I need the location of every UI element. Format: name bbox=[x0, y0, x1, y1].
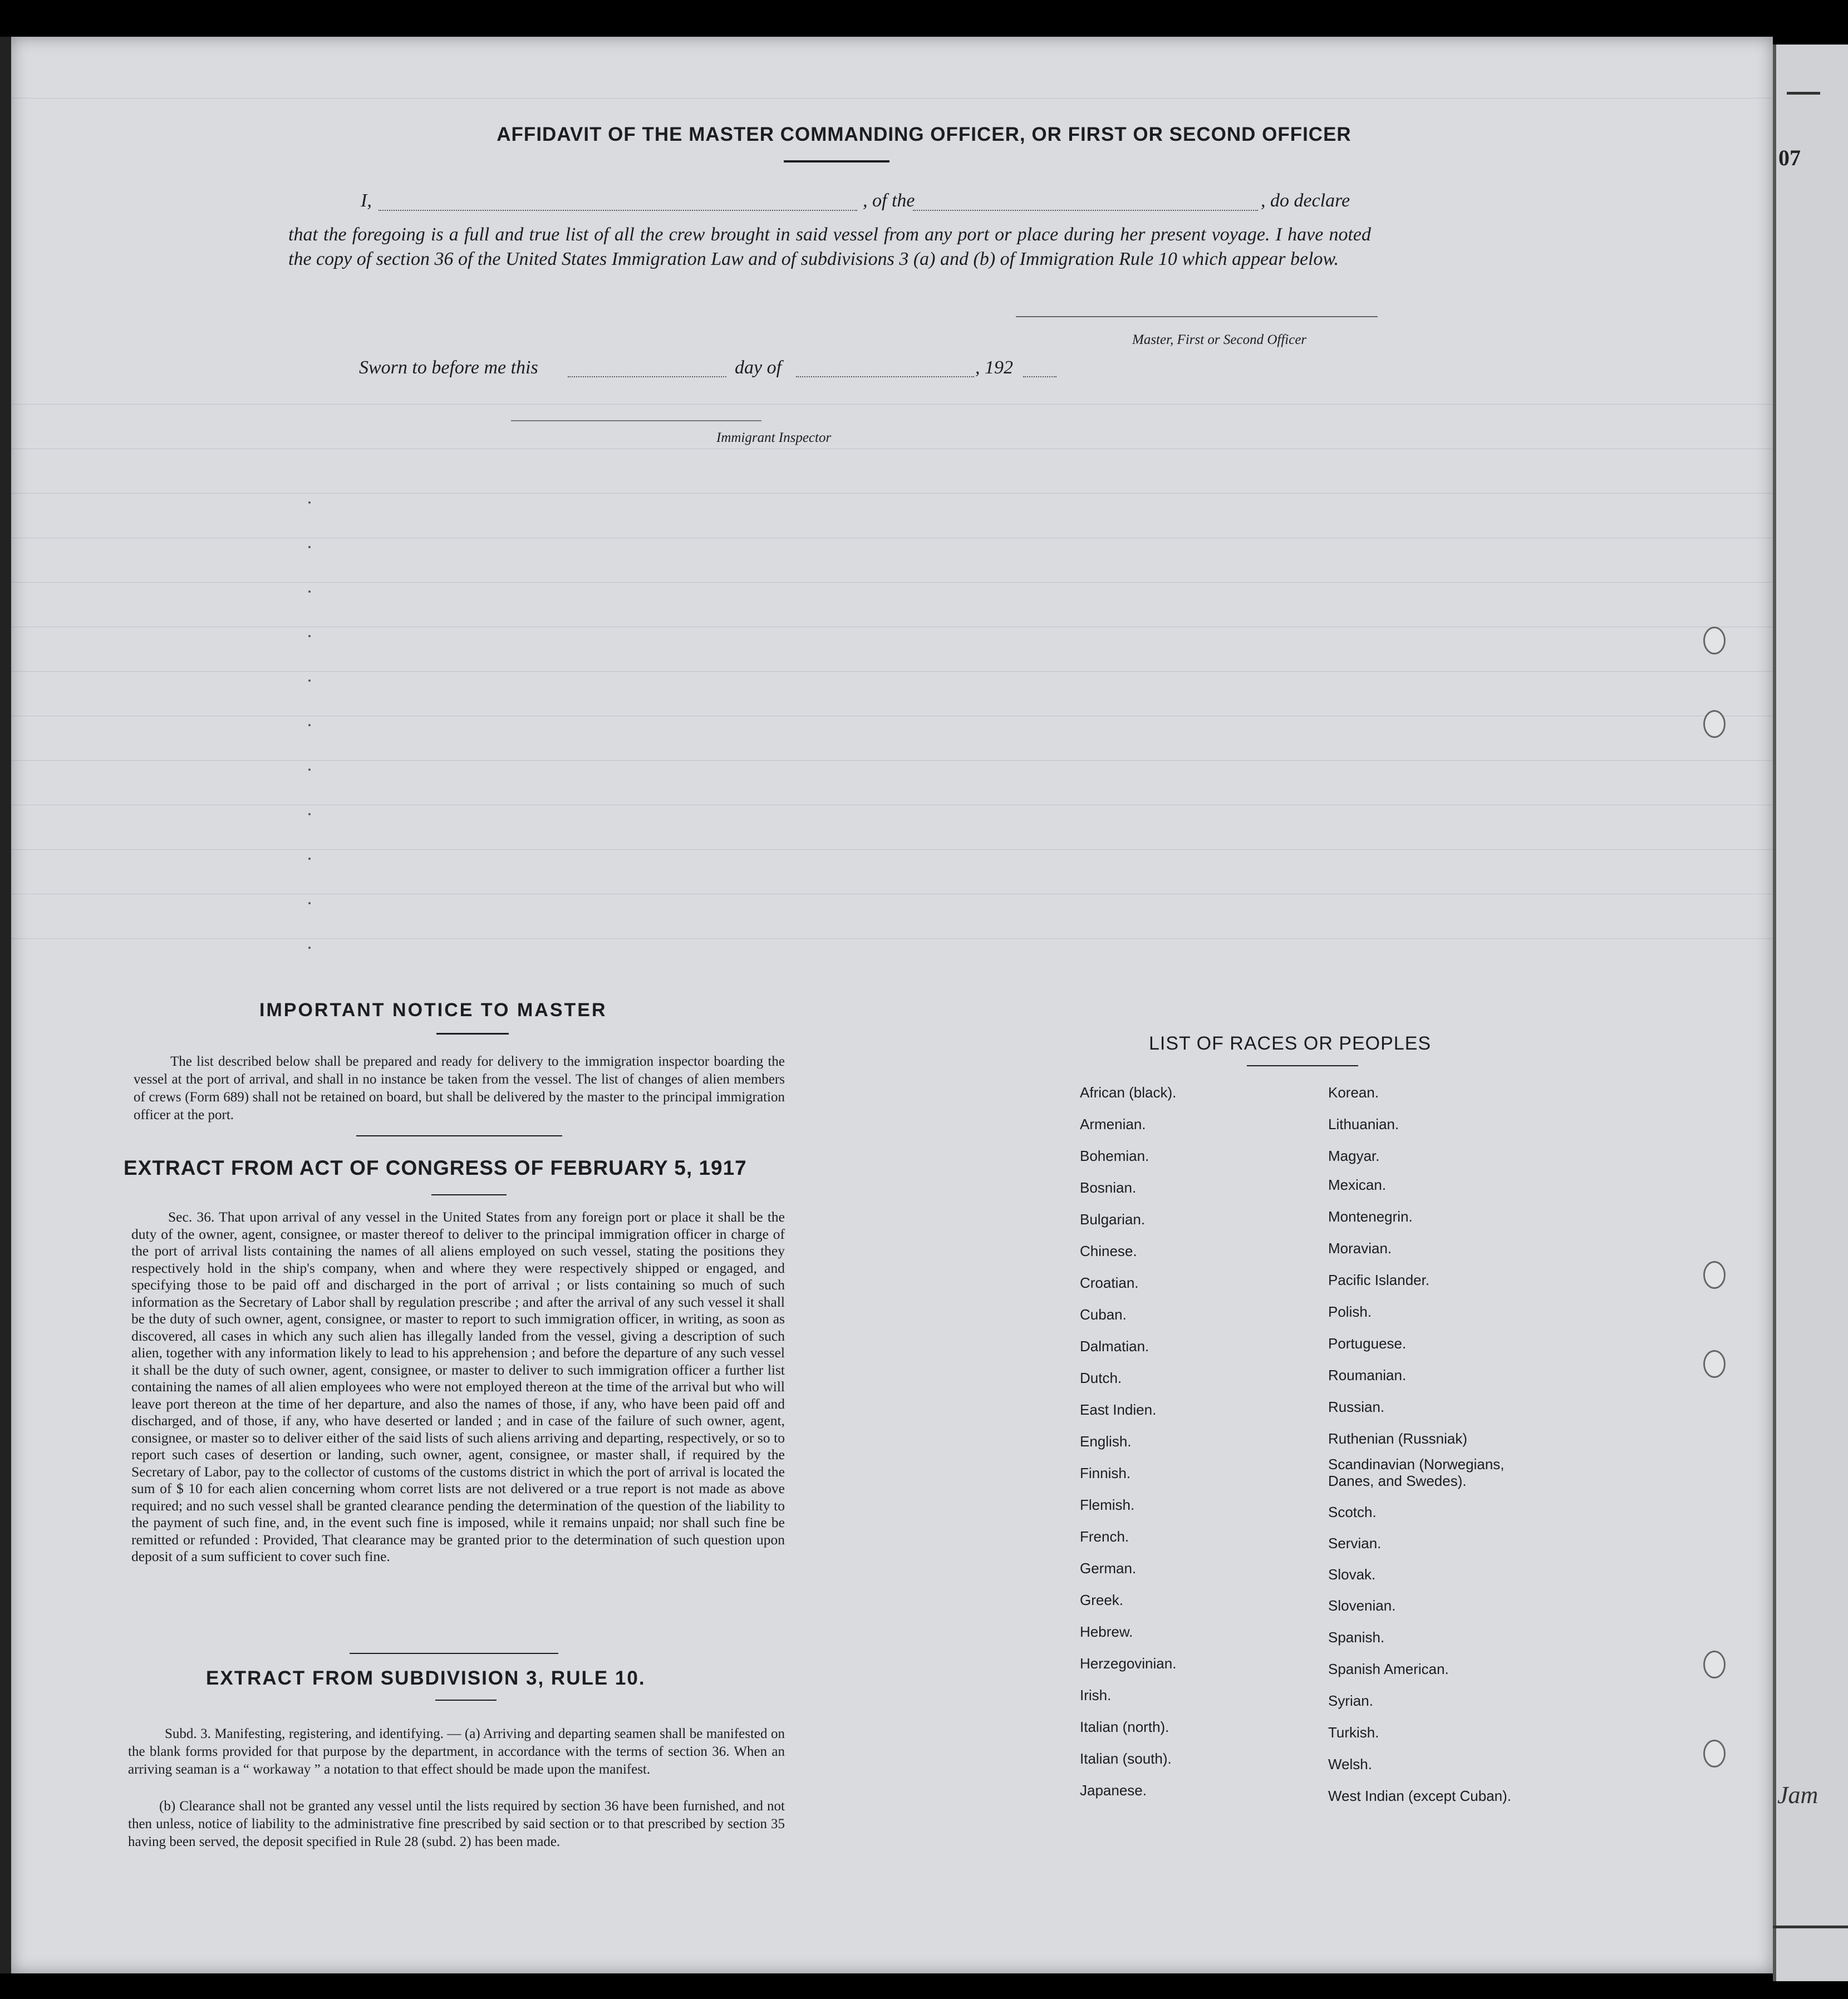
race-item: Flemish. bbox=[1080, 1496, 1135, 1513]
notice-title: IMPORTANT NOTICE TO MASTER bbox=[259, 1000, 607, 1021]
rule-extract-text-b: (b) Clearance shall not be granted any vessel until the lists required by section 36 have been furnished, and not then unless, notice of liability to the administrative fine prescribed by said section or to that prescribed by section 35 having been served, the deposit specified in Rule 28 (subd. 2) has been made. bbox=[128, 1799, 785, 1849]
race-item: Welsh. bbox=[1328, 1756, 1372, 1772]
race-item: Dalmatian. bbox=[1080, 1338, 1149, 1355]
race-item: English. bbox=[1080, 1433, 1132, 1450]
race-item: Spanish American. bbox=[1328, 1661, 1449, 1677]
binder-hole bbox=[1703, 1350, 1726, 1378]
race-item: Scotch. bbox=[1328, 1504, 1377, 1520]
of-the-label: , of the bbox=[863, 190, 915, 211]
affidavit-paragraph: that the foregoing is a full and true list of all the crew brought in said vessel from any port or place during her present voyage. I have noted the copy of section 36 of the United States Immigration Law and of subdivisions 3 (a) and (b) of Immigration Rule 10 which appear below. bbox=[288, 224, 1371, 269]
master-signature-line[interactable] bbox=[1016, 315, 1378, 317]
race-item: Italian (south). bbox=[1080, 1750, 1172, 1767]
master-signature-label: Master, First or Second Officer bbox=[1132, 332, 1307, 347]
race-item: Bohemian. bbox=[1080, 1148, 1149, 1164]
day-of-label: day of bbox=[735, 357, 782, 378]
act-extract-text: Sec. 36. That upon arrival of any vessel in the United States from any foreign port or place it shall be the duty of the owner, agent, consignee, or master thereof to deliver to the principal immigration officer in charge of the port of arrival lists containing the names of all aliens employed on such vessel, stating the positions they respectively hold in the ship's company, when and where they were respectively shipped or engaged, and specifying those to be paid off and discharged in the port of arrival ; or lists containing so much of such information as the Secretary of Labor shall by regulation prescribe ; and after the arrival of any such vessel it shall be the duty of such owner, agent, consignee, or master to report to such immigration officer, in writing, as soon as discovered, all cases in which any such alien has illegally landed from the vessel, giving a description of such alien, together with any information likely to lead to his apprehension ; and before the departure of any such vessel it shall be the duty of such owner, agent, consignee, or master to deliver to such immigration officer a further list containing the names of all alien employees who were not employed thereon at the time of the arrival but who will leave port thereon at the time of her departure, and also the names of those, if any, who have been paid off and discharged, and of those, if any, who have deserted or landed ; and in case of the failure of such owner, agent, consignee, or master so to deliver either of the said lists of such aliens arriving and departing, respectively, or so to report such cases of desertion or landing, such owner, agent, consignee, or master shall, if required by the Secretary of Labor, pay to the collector of customs of the customs district in which the port of arrival is located the sum of $ 10 for each alien concerning whom corret lists are not delivered or a true report is not made as above required; and no such vessel shall be granted clearance pending the determination of the question of the liability to the payment of such fine, and, in the event such fine is imposed, while it remains unpaid; nor shall such fine be remitted or refunded : Provided, That clearance may be granted prior to the determination of such question upon deposit of a sum sufficient to cover such fine. bbox=[131, 1209, 785, 1564]
race-item: Armenian. bbox=[1080, 1116, 1146, 1133]
race-item: Irish. bbox=[1080, 1687, 1112, 1703]
race-item: Portuguese. bbox=[1328, 1335, 1407, 1352]
sworn-label: Sworn to before me this bbox=[359, 357, 538, 378]
race-item: Mexican. bbox=[1328, 1176, 1387, 1193]
race-item: French. bbox=[1080, 1528, 1129, 1545]
race-item: Croatian. bbox=[1080, 1274, 1139, 1291]
notice-text: The list described below shall be prepared and ready for delivery to the immigration inspector boarding the vessel at the port of arrival, and shall in no instance be taken from the vessel. The list of changes of alien members of crews (Form 689) shall not be retained on board, but shall be delivered by the master to the principal immigration officer at the port. bbox=[134, 1054, 785, 1122]
year-label: , 192 bbox=[975, 357, 1013, 378]
race-item: Japanese. bbox=[1080, 1782, 1147, 1799]
race-item: Turkish. bbox=[1328, 1724, 1379, 1741]
race-item: African (black). bbox=[1080, 1084, 1177, 1101]
vessel-field[interactable] bbox=[913, 209, 1258, 211]
race-item: Pacific Islander. bbox=[1328, 1272, 1430, 1288]
binder-hole bbox=[1703, 1261, 1726, 1289]
race-item: Cuban. bbox=[1080, 1306, 1127, 1323]
race-item: Dutch. bbox=[1080, 1370, 1122, 1386]
race-item: Russian. bbox=[1328, 1399, 1385, 1415]
race-item: Lithuanian. bbox=[1328, 1116, 1399, 1133]
i-label: I, bbox=[361, 190, 372, 211]
binder-hole bbox=[1703, 1651, 1726, 1678]
right-margin-strip bbox=[1773, 45, 1848, 1981]
left-edge bbox=[0, 37, 11, 1973]
race-item: Syrian. bbox=[1328, 1692, 1373, 1709]
sworn-day-field[interactable] bbox=[568, 375, 726, 377]
race-item: Bosnian. bbox=[1080, 1179, 1137, 1196]
binder-hole bbox=[1703, 627, 1726, 654]
act-extract-title: EXTRACT FROM ACT OF CONGRESS OF FEBRUARY 5, 1917 bbox=[124, 1156, 747, 1179]
rule-extract-text-a: Subd. 3. Manifesting, registering, and identifying. — (a) Arriving and departing seamen shall be manifested on the blank forms provided for that purpose by the department, in accordance with the terms of section 36. When an arriving seaman is a “ workaway ” a notation to that effect should be made upon the manifest. bbox=[128, 1726, 785, 1777]
race-item: East Indien. bbox=[1080, 1401, 1157, 1418]
race-item: Greek. bbox=[1080, 1592, 1124, 1608]
sworn-month-field[interactable] bbox=[796, 375, 974, 377]
do-declare-label: , do declare bbox=[1261, 190, 1350, 211]
sworn-year-field[interactable] bbox=[1023, 375, 1056, 377]
races-title: LIST OF RACES OR PEOPLES bbox=[1149, 1033, 1432, 1054]
race-item: Magyar. bbox=[1328, 1148, 1380, 1164]
race-item: Finnish. bbox=[1080, 1465, 1131, 1481]
race-item: Polish. bbox=[1328, 1303, 1372, 1320]
race-item: Servian. bbox=[1328, 1535, 1382, 1552]
rule-extract-title: EXTRACT FROM SUBDIVISION 3, RULE 10. bbox=[206, 1667, 646, 1689]
race-item: Slovenian. bbox=[1328, 1597, 1396, 1614]
race-item: Hebrew. bbox=[1080, 1623, 1133, 1640]
inspector-signature-line[interactable] bbox=[511, 419, 761, 421]
page-number: 07 bbox=[1778, 145, 1801, 170]
race-item: Scandinavian (Norwegians, Danes, and Swedes). bbox=[1328, 1456, 1505, 1489]
race-item: Moravian. bbox=[1328, 1240, 1392, 1257]
race-item: Spanish. bbox=[1328, 1629, 1385, 1646]
race-item: West Indian (except Cuban). bbox=[1328, 1788, 1512, 1804]
affidavit-title: AFFIDAVIT OF THE MASTER COMMANDING OFFICER, OR FIRST OR SECOND OFFICER bbox=[497, 124, 1351, 145]
race-item: Slovak. bbox=[1328, 1566, 1376, 1583]
title-rule bbox=[784, 160, 889, 163]
race-item: Italian (north). bbox=[1080, 1719, 1169, 1735]
race-item: Herzegovinian. bbox=[1080, 1655, 1177, 1672]
inspector-label: Immigrant Inspector bbox=[716, 430, 832, 445]
race-item: Korean. bbox=[1328, 1084, 1379, 1101]
name-field[interactable] bbox=[379, 209, 857, 211]
race-item: German. bbox=[1080, 1560, 1137, 1577]
binder-hole bbox=[1703, 710, 1726, 738]
race-item: Chinese. bbox=[1080, 1243, 1137, 1259]
race-item: Roumanian. bbox=[1328, 1367, 1407, 1383]
race-item: Ruthenian (Russniak) bbox=[1328, 1430, 1468, 1447]
race-item: Montenegrin. bbox=[1328, 1208, 1413, 1225]
margin-text: Jam bbox=[1777, 1781, 1818, 1809]
race-item: Bulgarian. bbox=[1080, 1211, 1146, 1228]
binder-hole bbox=[1703, 1740, 1726, 1767]
